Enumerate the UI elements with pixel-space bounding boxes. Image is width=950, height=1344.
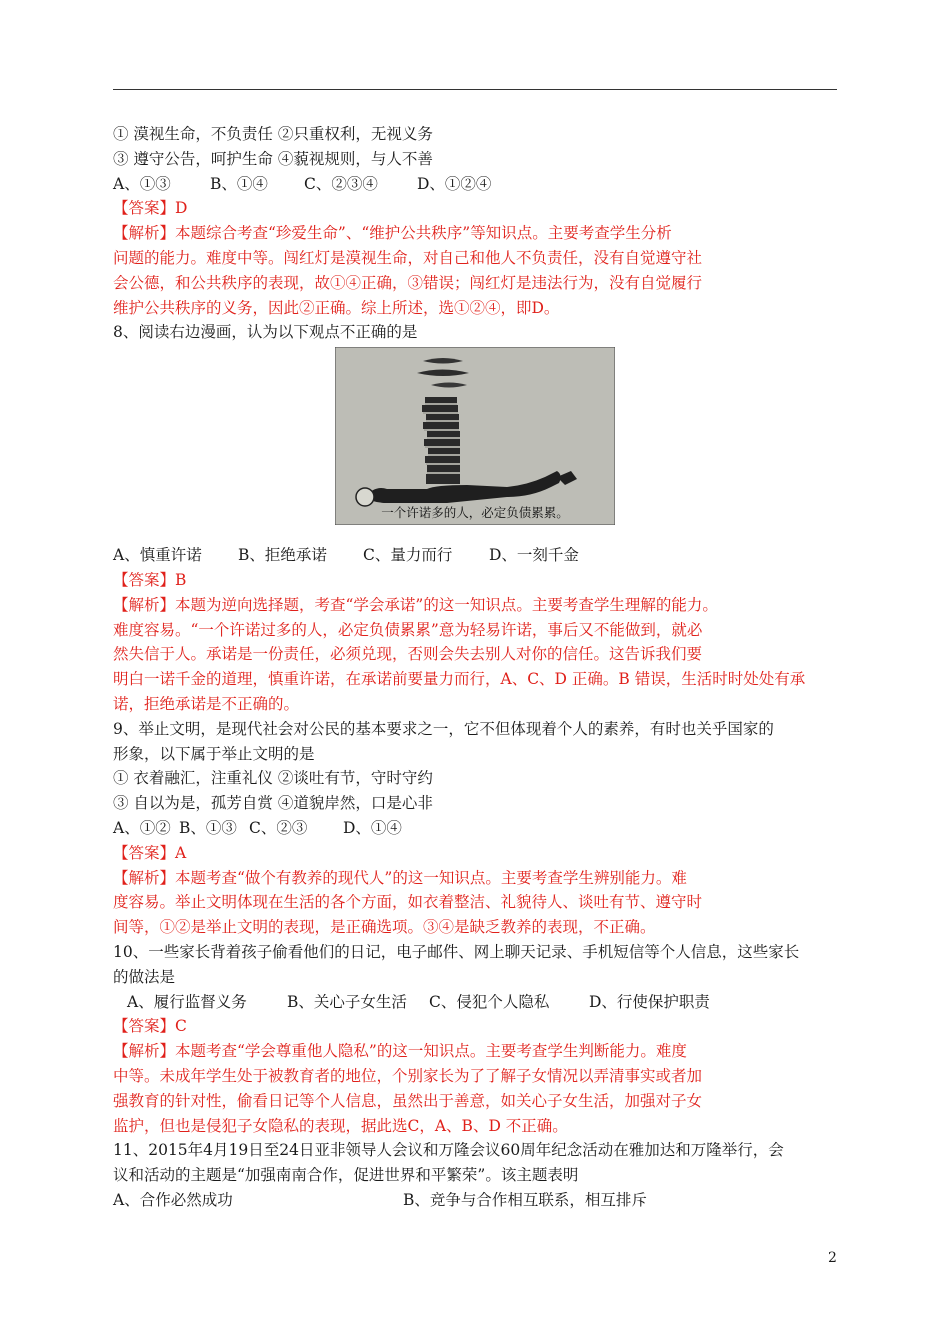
- q7-analysis-line-3: 会公德，和公共秩序的表现，故①④正确，③错误；闯红灯是违法行为，没有自觉履行: [113, 273, 703, 292]
- q7-analysis-line-1: 【解析】本题综合考查“珍爱生命”、“维护公共秩序”等知识点。主要考查学生分析: [113, 224, 672, 243]
- document-page: [113, 122, 841, 1213]
- q9-options: [113, 816, 841, 841]
- q8-stem: 8、阅读右边漫画，认为以下观点不正确的是: [113, 323, 418, 342]
- q10-option-b: B、关心子女生活: [287, 992, 407, 1011]
- q8-answer: 【答案】B: [113, 570, 187, 589]
- header-rule: [113, 89, 837, 90]
- q10-options: [113, 990, 841, 1015]
- q11-options: [113, 1188, 841, 1213]
- q11-option-a: A、合作必然成功: [113, 1190, 233, 1209]
- q7-options: [113, 172, 841, 197]
- q8-analysis-line-2: 难度容易。“一个许诺过多的人，必定负债累累”意为轻易许诺，事后又不能做到，就必: [113, 620, 703, 639]
- cartoon-caption: 一个许诺多的人，必定负债累累。: [381, 505, 569, 521]
- q9-option-c: C、②③: [249, 818, 308, 837]
- q7-choice-line-1: ① 漠视生命，不负责任 ②只重权利，无视义务: [113, 125, 433, 143]
- q7-option-a: A、①③: [113, 174, 171, 193]
- q10-analysis-line-3: 强教育的针对性，偷看日记等个人信息，虽然出于善意，如关心子女生活，加强对子女: [113, 1091, 703, 1110]
- q10-answer: 【答案】C: [113, 1017, 187, 1036]
- q7-option-c: C、②③④: [304, 174, 378, 193]
- q8-option-a: A、慎重许诺: [113, 546, 202, 565]
- q7-option-b: B、①④: [210, 174, 268, 193]
- cartoon-image: [335, 347, 615, 525]
- q11-option-b: B、竞争与合作相互联系，相互排斥: [403, 1190, 647, 1209]
- q9-choice-line-2: ③ 自以为是，孤芳自赏 ④道貌岸然，口是心非: [113, 794, 433, 813]
- q11-stem-line-2: 议和活动的主题是“加强南南合作，促进世界和平繁荣”。该主题表明: [113, 1166, 579, 1185]
- q7-analysis-line-4: 维护公共秩序的义务，因此②正确。综上所述，选①②④，即D。: [113, 298, 560, 317]
- q9-analysis-line-2: 度容易。举止文明体现在生活的各个方面，如衣着整洁、礼貌待人、谈吐有节、遵守时: [113, 893, 703, 912]
- q9-answer: 【答案】A: [113, 843, 187, 862]
- q7-choice-line-2: ③ 遵守公告，呵护生命 ④藐视规则，与人不善: [113, 149, 433, 168]
- q8-analysis-line-3: 然失信于人。承诺是一份责任，必须兑现，否则会失去别人对你的信任。这告诉我们要: [113, 645, 703, 664]
- q9-analysis-line-3: 间等，①②是举止文明的表现，是正确选项。③④是缺乏教养的表现，不正确。: [113, 918, 656, 937]
- q8-option-c: C、量力而行: [363, 546, 453, 565]
- q8-analysis-line-1: 【解析】本题为逆向选择题，考查“学会承诺”的这一知识点。主要考查学生理解的能力。: [113, 595, 718, 614]
- q8-analysis-line-4: 明白一诺千金的道理，慎重许诺，在承诺前要量力而行，A、C、D 正确。B 错误，生活时时处处有承: [113, 670, 806, 689]
- q10-analysis-line-2: 中等。未成年学生处于被教育者的地位，个别家长为了了解子女情况以弄清事实或者加: [113, 1066, 703, 1085]
- q9-analysis-line-1: 【解析】本题考查“做个有教养的现代人”的这一知识点。主要考查学生辨别能力。难: [113, 868, 687, 887]
- q7-answer: 【答案】D: [113, 199, 188, 218]
- q11-stem-line-1: 11、2015年4月19日至24日亚非领导人会议和万隆会议60周年纪念活动在雅加达和万隆举行，会: [113, 1141, 784, 1160]
- q8-options: [113, 543, 841, 568]
- q10-option-c: C、侵犯个人隐私: [429, 992, 550, 1011]
- q10-stem-line-1: 10、一些家长背着孩子偷看他们的日记，电子邮件、网上聊天记录、手机短信等个人信息，这些家长: [113, 942, 800, 961]
- q9-option-d: D、①④: [343, 818, 402, 837]
- q8-cartoon: [335, 347, 615, 525]
- q7-analysis-line-2: 问题的能力。难度中等。闯红灯是漠视生命，对自己和他人不负责任，没有自觉遵守社: [113, 248, 703, 267]
- q9-stem-line-1: 9、举止文明，是现代社会对公民的基本要求之一，它不但体现着个人的素养，有时也关乎国家的: [113, 719, 774, 738]
- q8-option-d: D、一刻千金: [489, 546, 579, 565]
- q10-stem-line-2: 的做法是: [113, 967, 176, 986]
- q10-analysis-line-4: 监护，但也是侵犯子女隐私的表现，据此选C，A、B、D 不正确。: [113, 1116, 568, 1135]
- q8-option-b: B、拒绝承诺: [238, 546, 327, 565]
- q10-option-d: D、行使保护职责: [589, 992, 710, 1011]
- q9-choice-line-1: ① 衣着融汇，注重礼仪 ②谈吐有节，守时守约: [113, 769, 433, 788]
- q9-stem-line-2: 形象，以下属于举止文明的是: [113, 744, 315, 763]
- q10-analysis-line-1: 【解析】本题考查“学会尊重他人隐私”的这一知识点。主要考查学生判断能力。难度: [113, 1042, 687, 1061]
- page-number: 2: [828, 1250, 837, 1266]
- q8-analysis-line-5: 诺，拒绝承诺是不正确的。: [113, 694, 300, 713]
- q9-option-a: A、①②: [113, 818, 171, 837]
- q9-option-b: B、①③: [179, 818, 237, 837]
- q10-option-a: A、履行监督义务: [127, 992, 247, 1011]
- q7-option-d: D、①②④: [417, 174, 492, 193]
